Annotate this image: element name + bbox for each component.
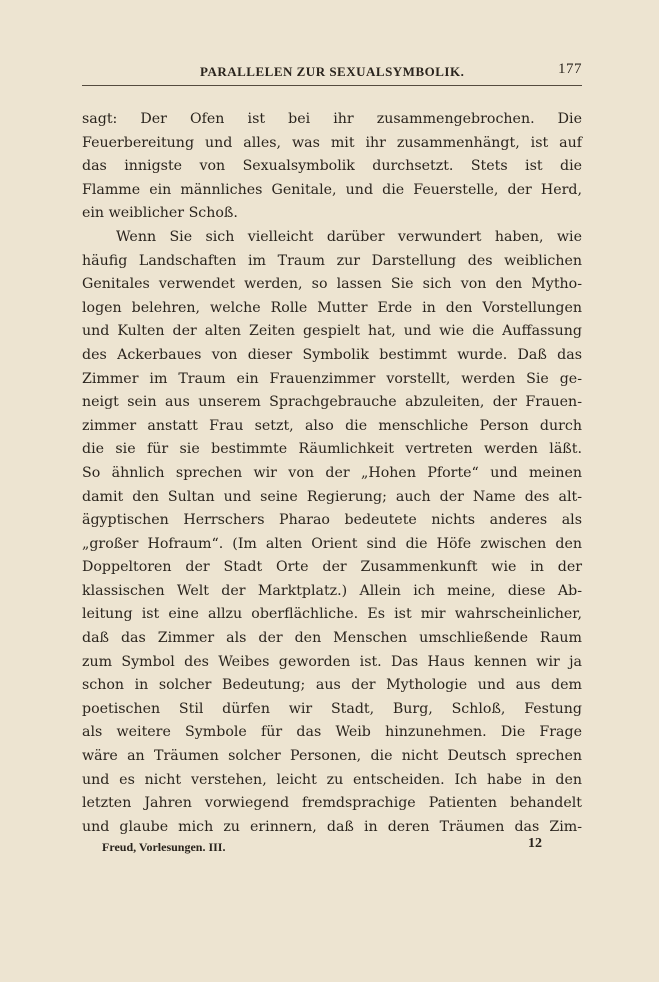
text-line: klassischen Welt der Marktplatz.) Allein ich meine, diese Ab- — [82, 582, 582, 599]
text-line: häufig Landschaften im Traum zur Darstellung des weiblichen — [82, 252, 582, 269]
header-rule — [82, 85, 582, 86]
text-line: als weitere Symbole für das Weib hinzunehmen. Die Frage — [82, 724, 582, 741]
text-line: Flamme ein männliches Genitale, und die Feuerstelle, der Herd, — [82, 181, 582, 198]
running-title: PARALLELEN ZUR SEXUALSYMBOLIK. — [200, 64, 465, 79]
text-line: ägyptischen Herrschers Pharao bedeutete nichts anderes als — [82, 512, 582, 529]
text-line: ein weiblicher Schoß. — [82, 205, 238, 222]
text-line: des Ackerbaues von dieser Symbolik bestimmt wurde. Daß das — [82, 346, 582, 363]
text-line: schon in solcher Bedeutung; aus der Mythologie und aus dem — [82, 677, 582, 694]
text-line: wäre an Träumen solcher Personen, die nicht Deutsch sprechen — [82, 748, 582, 765]
text-line: Feuerbereitung und alles, was mit ihr zusammenhängt, ist auf — [82, 134, 582, 151]
text-line: Doppeltoren der Stadt Orte der Zusammenkunft wie in der — [82, 559, 582, 576]
text-line: und Kulten der alten Zeiten gespielt hat, und wie die Auffassung — [82, 323, 582, 340]
page-footer — [102, 836, 542, 860]
text-line: letzten Jahren vorwiegend fremdsprachige Patienten behandelt — [82, 795, 582, 812]
text-line: daß das Zimmer als der den Menschen umschließende Raum — [82, 630, 582, 647]
text-line: und es nicht verstehen, leicht zu entscheiden. Ich habe in den — [82, 771, 582, 788]
text-line: das innigste von Sexualsymbolik durchsetzt. Stets ist die — [82, 158, 582, 175]
body-text — [82, 108, 582, 839]
page-number: 177 — [558, 61, 582, 77]
text-line: sagt: Der Ofen ist bei ihr zusammengebrochen. Die — [82, 111, 582, 127]
text-line: leitung ist eine allzu oberflächliche. Es ist mir wahrscheinlicher, — [82, 606, 582, 623]
text-line: poetischen Stil dürfen wir Stadt, Burg, Schloß, Festung — [82, 700, 582, 717]
running-head — [82, 62, 582, 84]
text-line: Genitales verwendet werden, so lassen Sie sich von den Mytho- — [82, 276, 582, 293]
text-line: Zimmer im Traum ein Frauenzimmer vorstellt, werden Sie ge- — [82, 370, 582, 387]
text-line: So ähnlich sprechen wir von der „Hohen Pforte“ und meinen — [82, 464, 582, 481]
text-line: neigt sein aus unserem Sprachgebrauche abzuleiten, der Frauen- — [82, 394, 582, 411]
text-line: damit den Sultan und seine Regierung; auch der Name des alt- — [82, 488, 582, 505]
text-line: „großer Hofraum“. (Im alten Orient sind die Höfe zwischen den — [82, 535, 582, 552]
text-line: Wenn Sie sich vielleicht darüber verwundert haben, wie — [116, 228, 582, 245]
text-line: und glaube mich zu erinnern, daß in deren Träumen das Zim- — [82, 818, 582, 835]
text-line: zimmer anstatt Frau setzt, also die menschliche Person durch — [82, 417, 582, 434]
text-line: zum Symbol des Weibes geworden ist. Das Haus kennen wir ja — [82, 653, 582, 670]
text-line: die sie für sie bestimmte Räumlichkeit vertreten werden läßt. — [82, 441, 582, 458]
sheet-number: 12 — [528, 836, 542, 851]
text-line: logen belehren, welche Rolle Mutter Erde in den Vorstellungen — [82, 299, 582, 316]
signature-mark: Freud, Vorlesungen. III. — [102, 840, 226, 854]
